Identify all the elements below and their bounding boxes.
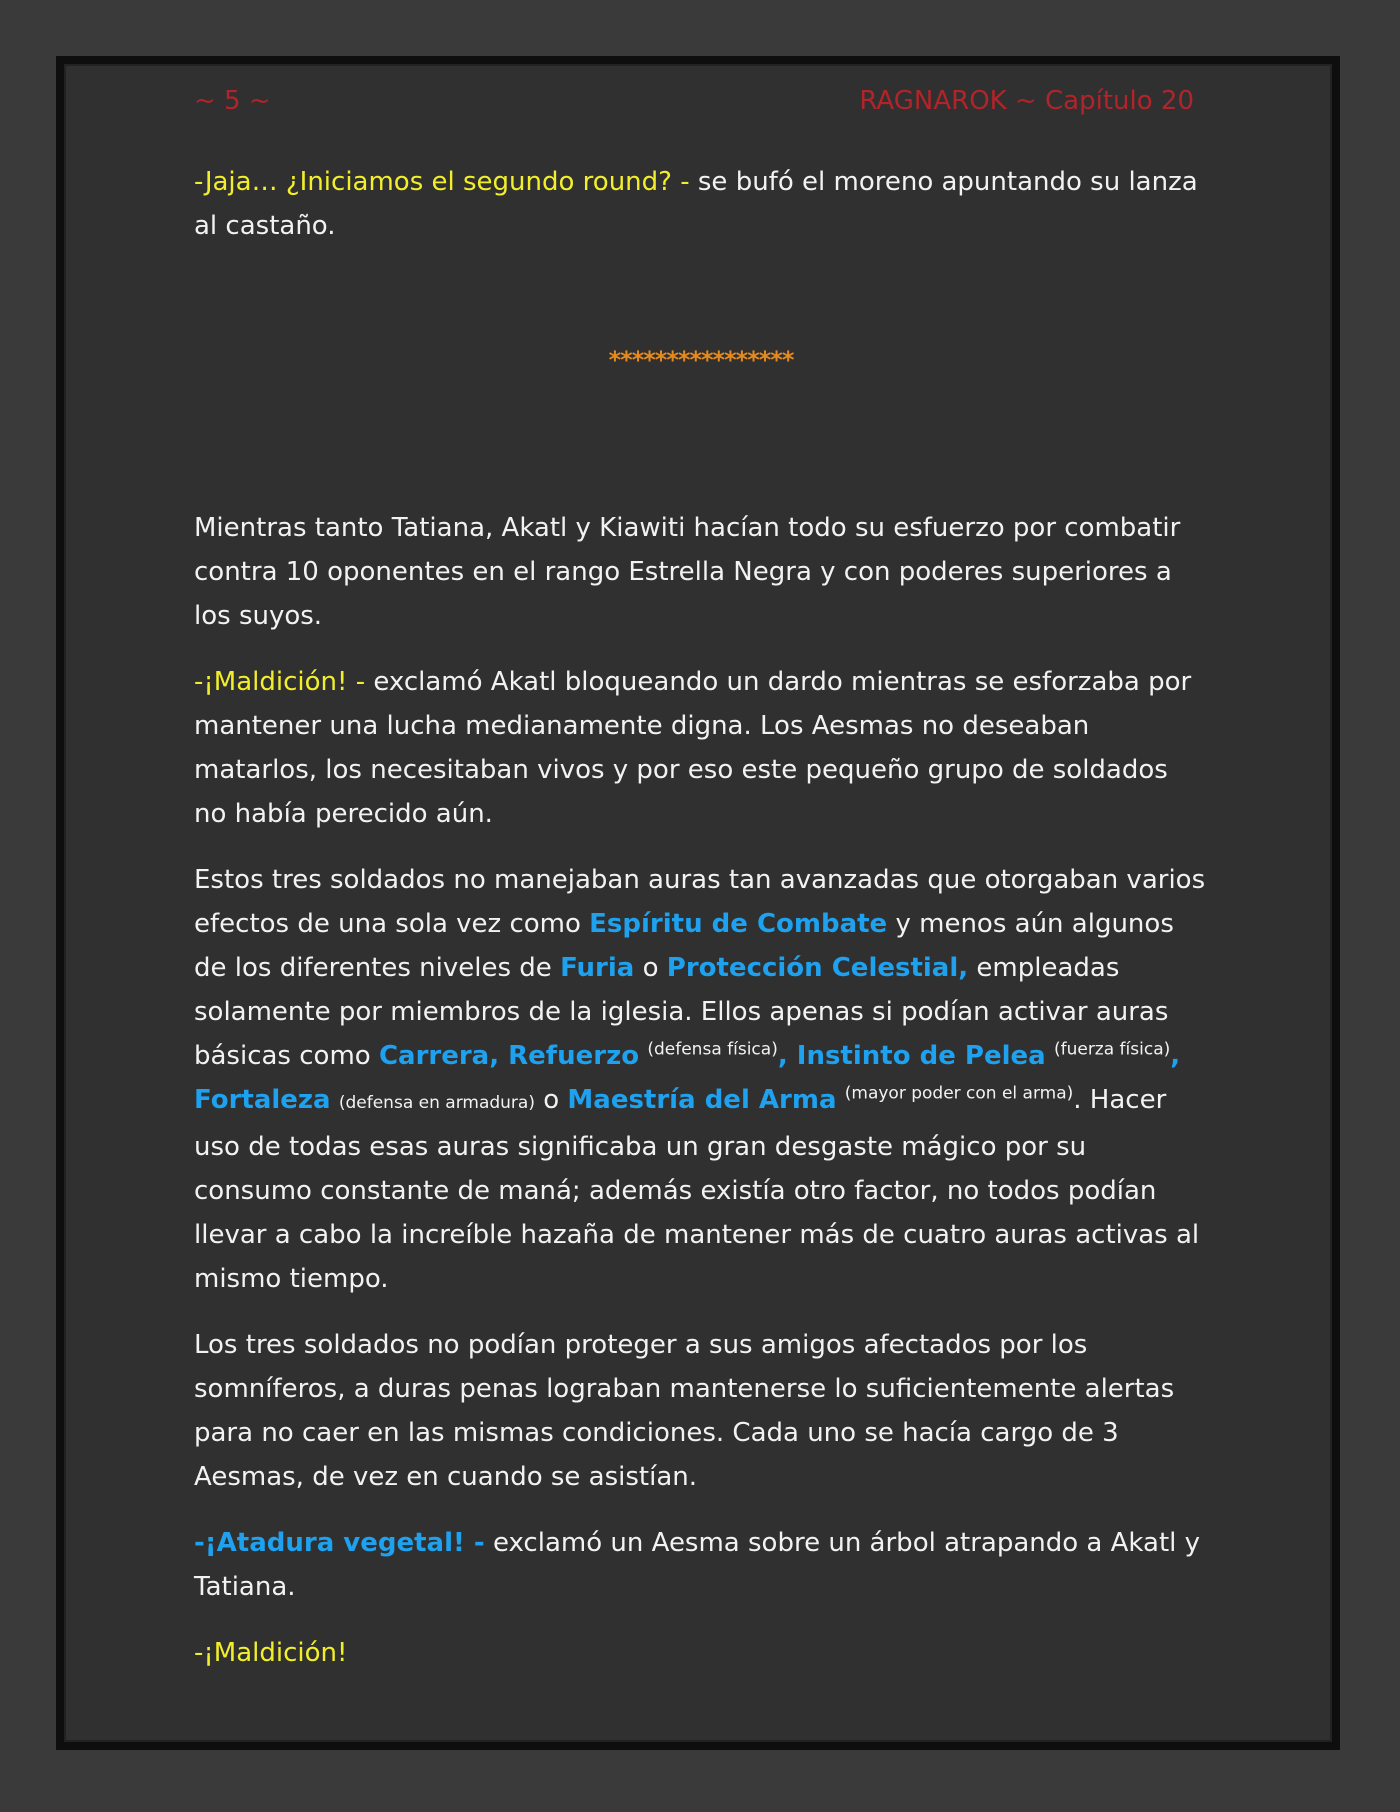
page-number: ~ 5 ~ [194,86,271,116]
aura-name: Furia [560,953,635,983]
aura-name: Espíritu de Combate [589,909,888,939]
separator-comma: , [1170,1041,1181,1071]
separator-comma: , [777,1041,797,1071]
text-segment: o [634,953,667,983]
paragraph-7 [194,1631,1208,1675]
dialogue: -¡Maldición! [194,1638,348,1668]
narration: se bufó el moreno apuntando su lanza al castaño. [194,167,1198,241]
aura-name: Protección Celestial, [666,953,969,983]
narration: exclamó Akatl bloqueando un dardo mientras se esforzaba por mantener una lucha medianamente digna. Los Aesmas no deseaban matarlos, los necesitaban vivos y por eso este pequeño grupo de soldados no había perecido aún. [194,667,1192,829]
scene-separator: **************** [608,346,794,374]
text-segment: empleadas solamente por miembros de la iglesia. Ellos apenas si podían activar auras básicas como [194,953,1169,1071]
text-segment: y menos aún algunos de los diferentes niveles de [194,909,1174,983]
paragraph-2: Mientras tanto Tatiana, Akatl y Kiawiti hacían todo su esfuerzo por combatir contra 10 oponentes en el rango Estrella Negra y con poderes superiores a los suyos. [194,513,1181,631]
aura-note: (fuerza física) [1053,1039,1171,1060]
text-segment: Estos tres soldados no manejaban auras tan avanzadas que otorgaban varios efectos de una sola vez como [194,865,1206,939]
text-segment: . Hacer uso de todas esas auras significaba un gran desgaste mágico por su consumo constante de maná; además existía otro factor, no todos podían llevar a cabo la increíble hazaña de mantener más de cuatro auras activas al mismo tiempo. [194,1085,1200,1294]
aura-note: (defensa física) [647,1039,778,1060]
dialogue: -¡Maldición! - [194,667,366,697]
paragraph-6 [194,1521,1208,1609]
dialogue-spell: -¡Atadura vegetal! - [194,1528,485,1558]
aura-note: (defensa en armadura) [338,1093,535,1113]
paragraph-5: Los tres soldados no podían proteger a sus amigos afectados por los somníferos, a duras penas lograban mantenerse lo suficientemente alertas para no caer en las mismas condiciones. Cada uno se hacía cargo de 3 Aesmas, de vez en cuando se asistían. [194,1330,1175,1492]
aura-name: Fortaleza [194,1085,331,1115]
page-content [194,160,1208,1697]
aura-name: Carrera, Refuerzo [378,1041,640,1071]
aura-name: Instinto de Pelea [796,1041,1046,1071]
paragraph-3 [194,660,1208,836]
narration: exclamó un Aesma sobre un árbol atrapando a Akatl y Tatiana. [194,1528,1201,1602]
chapter-title: RAGNAROK ~ Capítulo 20 [859,86,1194,116]
paragraph-1 [194,160,1208,248]
paragraph-4 [194,858,1208,1301]
dialogue: -Jaja… ¿Iniciamos el segundo round? - [194,167,690,197]
aura-name: Maestría del Arma [567,1085,837,1115]
aura-note: (mayor poder con el arma) [844,1083,1074,1104]
page-header [194,80,1194,124]
text-segment: o [534,1085,568,1115]
